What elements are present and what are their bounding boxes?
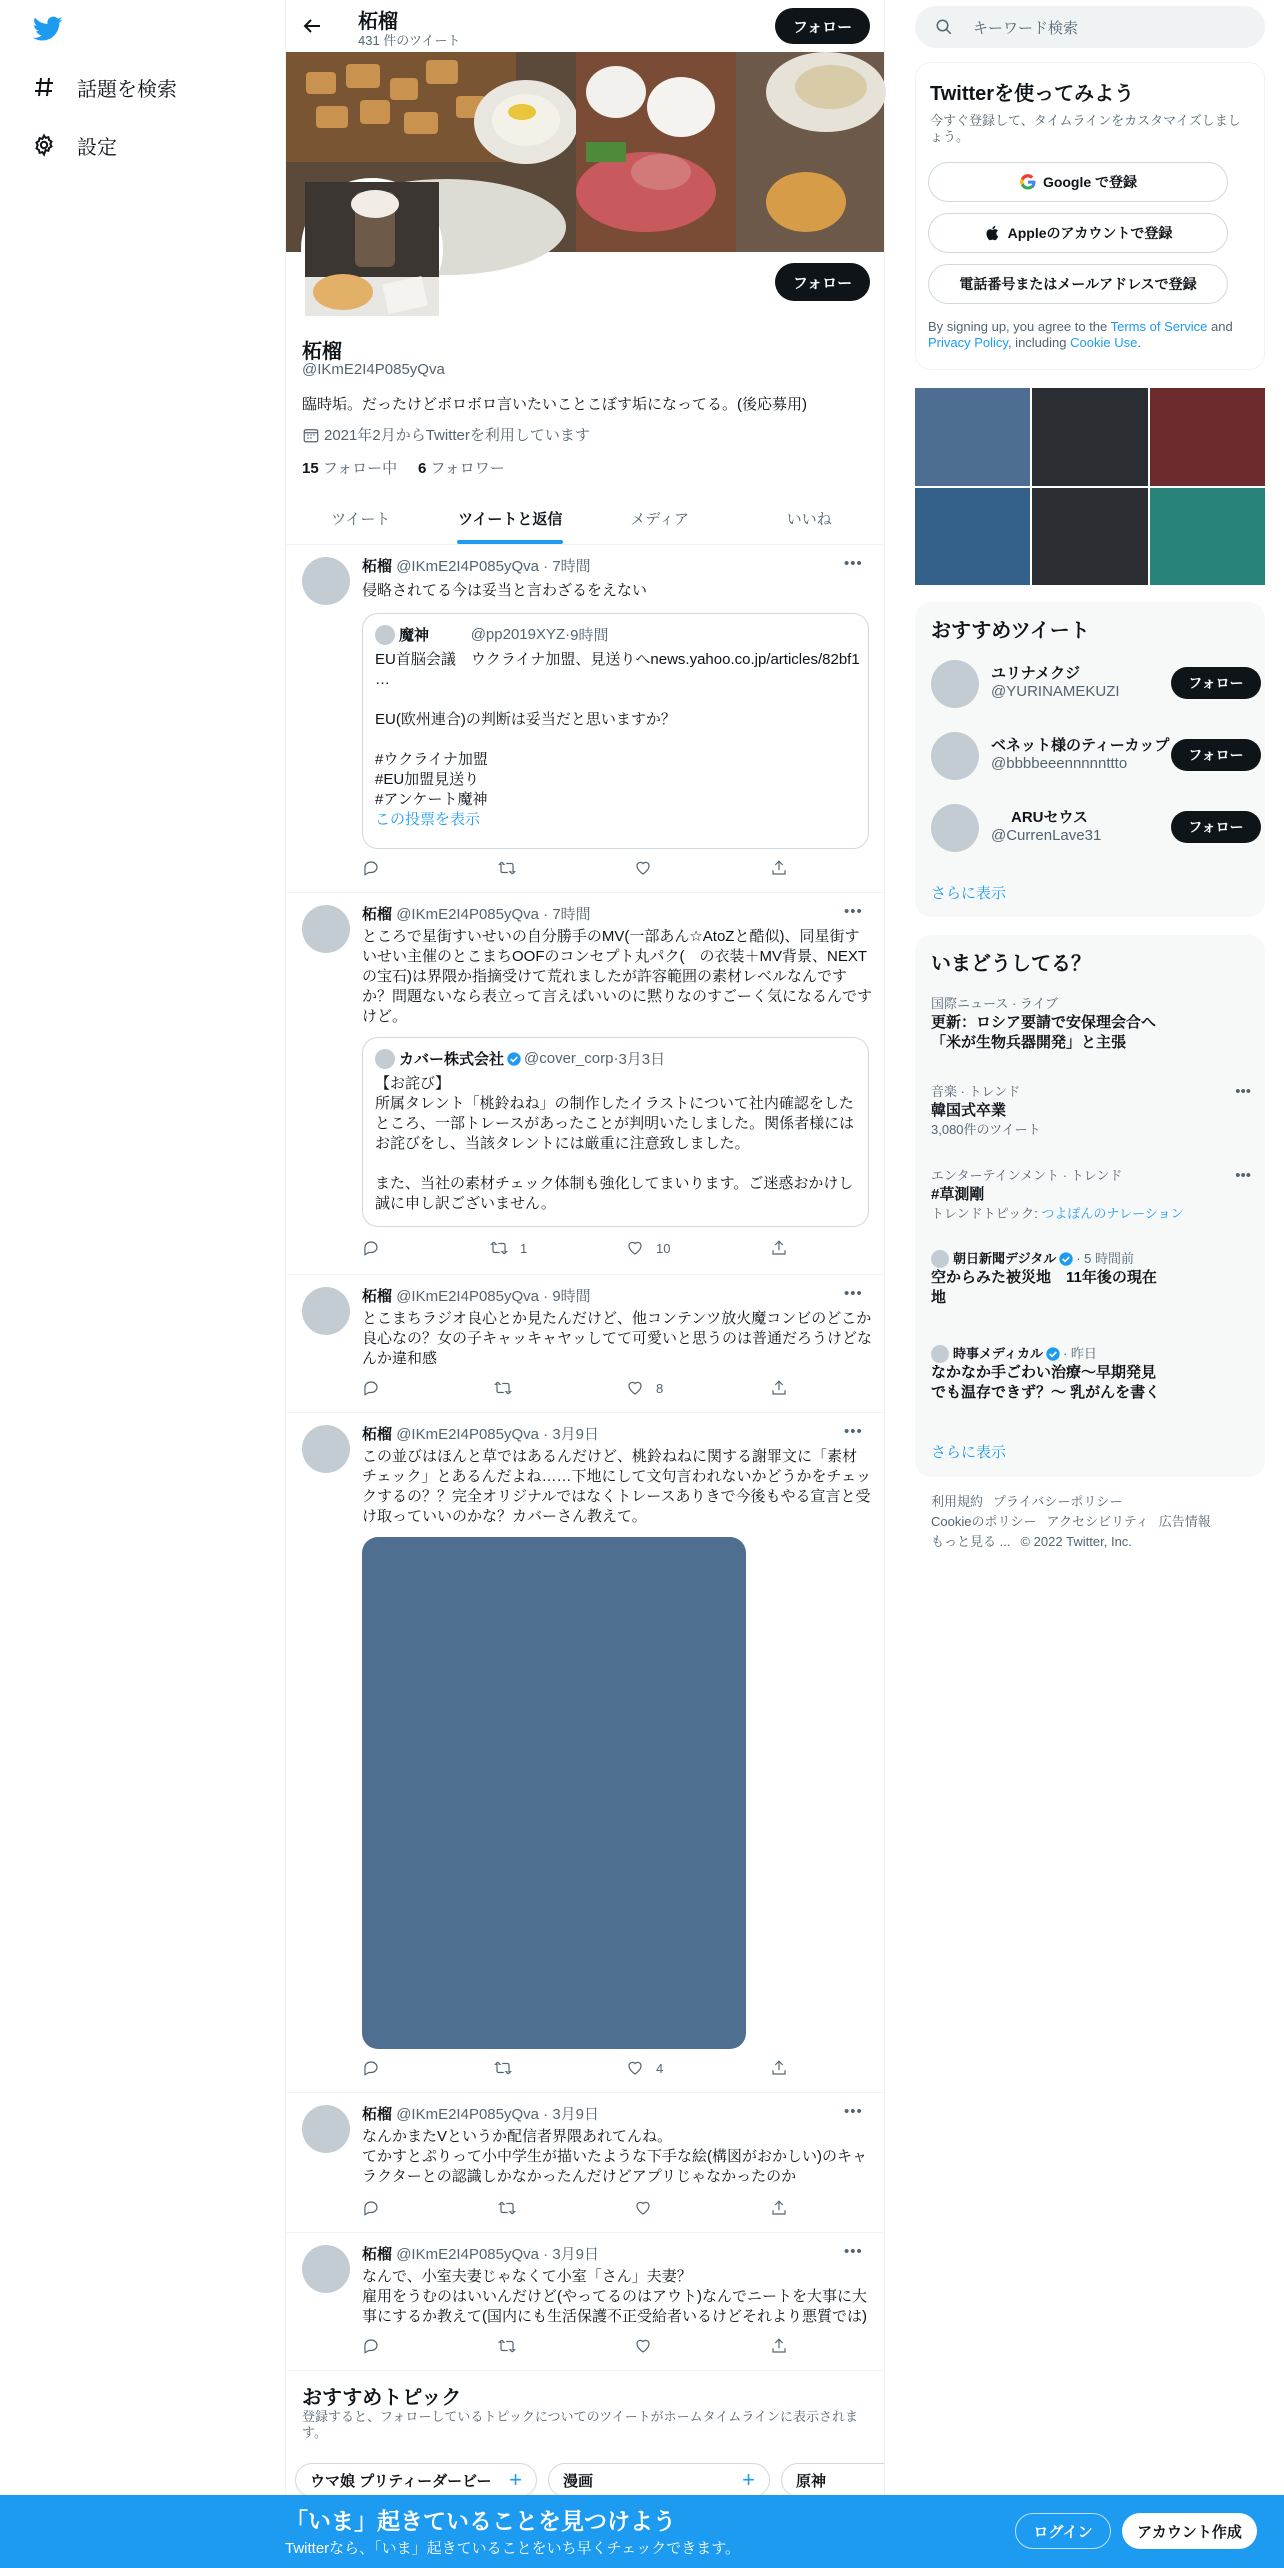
tweet-time[interactable]: 7時間 — [552, 906, 591, 923]
reply-button[interactable] — [362, 859, 392, 877]
terms-text: By signing up, you agree to the — [928, 319, 1111, 334]
tweet-author-handle: @IKmE2I4P085yQva — [396, 1426, 539, 1443]
reply-icon — [362, 859, 380, 877]
google-signup-button[interactable] — [928, 162, 1228, 202]
footer-link[interactable]: Cookieのポリシー — [931, 1514, 1037, 1529]
retweet-button[interactable] — [498, 859, 528, 877]
tweet-header: 柘榴 @IKmE2I4P085yQva · 3月9日 — [362, 1426, 600, 1443]
like-button[interactable] — [626, 2059, 663, 2077]
trends-card — [915, 935, 1265, 1477]
quoted-tweet-header: カバー株式会社 @cover_corp · 3月3日 — [375, 1048, 665, 1069]
news-time: · 昨日 — [1062, 1346, 1097, 1361]
verified-badge-icon — [1045, 1346, 1061, 1362]
trend-topic-label: トレンドトピック: — [931, 1206, 1042, 1221]
avatar[interactable] — [302, 2245, 350, 2293]
tweet-time[interactable]: 3月9日 — [552, 2246, 600, 2263]
like-button[interactable] — [634, 859, 664, 877]
topics-description: 登録すると、フォローしているトピックについてのツイートがホームタイムラインに表示されます。 — [302, 2409, 859, 2440]
like-count: 8 — [656, 1380, 664, 1396]
more-options-icon[interactable]: ••• — [844, 2243, 863, 2260]
avatar[interactable] — [302, 557, 350, 605]
quoted-author-name: 魔神 — [399, 627, 430, 644]
profile-joined-text: 2021年2月からTwitterを利用しています — [324, 427, 590, 444]
signup-title: Twitterを使ってみよう — [930, 83, 1135, 105]
share-icon — [770, 2059, 788, 2077]
followers-count: 6 — [417, 460, 427, 477]
avatar[interactable] — [931, 660, 979, 708]
tweet-text: なんかまたVというか配信者界隈あれてんね。 てかすとぷりって小中学生が描いたような下手な絵(構図がおかしい)のキャラクターとの認識しかなかったんだけどアプリじゃなかったのか — [362, 2128, 867, 2185]
trend-category: エンターテインメント · トレンド — [931, 1168, 1123, 1183]
avatar[interactable] — [302, 2105, 350, 2153]
tweet[interactable] — [286, 2093, 884, 2233]
avatar[interactable] — [931, 732, 979, 780]
media-thumbnail[interactable] — [915, 388, 1030, 486]
retweet-button[interactable] — [498, 2199, 528, 2217]
user-handle: @CurrenLave31 — [991, 827, 1102, 844]
tweet[interactable] — [286, 893, 884, 1275]
topic-chip[interactable] — [781, 2463, 884, 2497]
profile-follow-button[interactable]: フォロー — [775, 263, 870, 301]
profile-handle: @IKmE2I4P085yQva — [302, 361, 445, 378]
tweet-media-image[interactable] — [362, 1537, 746, 2049]
footer-more-link[interactable]: もっと見る ... — [931, 1534, 1011, 1549]
media-thumbnail[interactable] — [915, 488, 1030, 586]
tweet-author-handle: @IKmE2I4P085yQva — [396, 558, 539, 575]
trend-item[interactable] — [931, 995, 1251, 1053]
quoted-time: 9時間 — [570, 627, 609, 644]
tweet-actions — [362, 1239, 802, 1259]
footer-links — [931, 1492, 1261, 1552]
tweet-author-name[interactable]: 柘榴 — [362, 1426, 393, 1443]
like-count: 10 — [656, 1240, 671, 1256]
quoted-author-handle: @pp2019XYZ — [470, 626, 566, 643]
news-item[interactable] — [931, 1345, 1251, 1403]
like-button[interactable] — [634, 2199, 664, 2217]
apple-signup-label: Appleのアカウントで登録 — [1007, 225, 1173, 241]
tab-tweets-and-replies[interactable]: ツイートと返信 — [436, 492, 586, 544]
tweet-text: とこまちラジオ良心とか見たんだけど、他コンテンツ放火魔コンビのどこか良心なの？女の子キャッキャヤッしてて可愛いと思うのは普通だろうけどなんか違和感 — [362, 1310, 873, 1367]
nav-explore-label: 話題を検索 — [77, 78, 177, 101]
tweet-header: 柘榴 @IKmE2I4P085yQva · 7時間 — [362, 558, 591, 575]
followers-link[interactable] — [418, 460, 505, 477]
create-account-button[interactable]: アカウント作成 — [1122, 2513, 1257, 2549]
phone-email-signup-button[interactable]: 電話番号またはメールアドレスで登録 — [928, 264, 1228, 304]
google-icon — [1019, 173, 1037, 191]
media-thumbnail[interactable] — [1032, 488, 1147, 586]
reply-icon — [362, 1239, 380, 1257]
share-button[interactable] — [770, 2059, 800, 2077]
tweet-text: ところで星街すいせいの自分勝手のMV(一部あん☆AtoZと酷似)、同星街すいせい主催のとこまちOOFのコンセプト丸パク( の衣装＋MV背景、NEXT の宝石)は界隈か指摘受けて荒れましたが許容範囲の素材レベルなんですか？問題ないなら表立って言えばいいのに黙りなのすごーく気になるんですけど。 — [362, 928, 886, 1025]
retweet-icon — [498, 2337, 516, 2355]
trend-tweet-count: 3,080件のツイート — [931, 1122, 1041, 1137]
more-options-icon[interactable]: ••• — [844, 555, 863, 572]
quoted-tweet-header: 魔神 @pp2019XYZ · 9時間 — [375, 624, 609, 645]
tweet[interactable] — [286, 1275, 884, 1413]
plus-icon: + — [742, 2467, 755, 2492]
quoted-author-handle: @cover_corp — [524, 1050, 614, 1067]
tweet-time[interactable]: 9時間 — [552, 1288, 591, 1305]
verified-badge-icon — [1058, 1251, 1074, 1267]
retweet-icon — [490, 1239, 508, 1257]
left-nav — [0, 0, 285, 2568]
recommended-title: おすすめツイート — [931, 620, 1090, 642]
following-count: 15 — [302, 460, 319, 477]
quoted-tweet-text: 【お詫び】 所属タレント「桃鈴ねね」の制作したイラストについて社内確認をしたところ、一部トレースがあったことが判明いたしました。関係者様にはお詫びをし、当該タレントには厳重に注意致しました。 また、当社の素材チェック体制も強化してまいります。ご迷惑おかけし誠に申し訳ございません。 — [375, 1075, 855, 1212]
trend-item[interactable] — [931, 1167, 1251, 1223]
share-button[interactable] — [770, 1239, 800, 1257]
quoted-author-name: カバー株式会社 — [399, 1051, 505, 1068]
news-source — [931, 1345, 1251, 1363]
apple-signup-button[interactable] — [928, 213, 1228, 253]
quoted-tweet[interactable] — [362, 613, 869, 849]
trend-category: 国際ニュース · ライブ — [931, 996, 1059, 1011]
retweet-icon — [494, 1379, 512, 1397]
reply-icon — [362, 1379, 380, 1397]
retweet-icon — [494, 2059, 512, 2077]
tweet-author-name[interactable]: 柘榴 — [362, 2106, 393, 2123]
cookie-use-link[interactable]: Cookie Use — [1070, 335, 1138, 350]
share-button[interactable] — [770, 2199, 800, 2217]
tweet-time[interactable]: 3月9日 — [552, 1426, 600, 1443]
following-link[interactable] — [302, 460, 397, 477]
profile-bio: 臨時垢。だったけどボロボロ言いたいことこぼす垢になってる。(後応募用) — [302, 396, 807, 413]
retweet-button[interactable] — [498, 2337, 528, 2355]
hashtag-icon — [32, 75, 56, 99]
tweet-text: この並びはほんと草ではあるんだけど、桃鈴ねねに関する謝罪文に「素材チェック」とあるんだよね……下地にして文句言われないかどうかをチェックするの？？完全オリジナルではなくトレースありきで今後もやる宣言と受け取っていいのかな？カバーさん教えて。 — [362, 1448, 872, 1525]
prompt-title: 「いま」起きていることを見つけよう — [285, 2508, 676, 2534]
trend-item[interactable] — [931, 1083, 1251, 1139]
profile-name: 柘榴 — [302, 341, 342, 363]
recommended-user[interactable] — [931, 656, 1251, 712]
media-thumbnail[interactable] — [1150, 388, 1265, 486]
recommended-topics — [286, 2369, 884, 2499]
retweet-icon — [498, 859, 516, 877]
terms-text: . — [1137, 335, 1141, 350]
reply-button[interactable] — [362, 2337, 392, 2355]
media-thumbnail[interactable] — [1150, 488, 1265, 586]
tweet-author-name[interactable]: 柘榴 — [362, 558, 393, 575]
show-poll-link[interactable]: この投票を表示 — [375, 811, 481, 828]
more-options-icon[interactable]: ••• — [844, 903, 863, 920]
trend-topic — [931, 1205, 1251, 1223]
google-signup-label: Google で登録 — [1042, 174, 1138, 190]
trends-title: いまどうしてる？ — [931, 953, 1091, 975]
user-handle: @YURINAMEKUZI — [991, 683, 1120, 700]
follow-button[interactable]: フォロー — [1171, 739, 1261, 771]
signup-terms — [928, 319, 1253, 351]
show-more-link[interactable]: さらに表示 — [931, 1444, 1007, 1461]
signup-prompt-bar — [0, 2495, 1284, 2568]
tweet-header: 柘榴 @IKmE2I4P085yQva · 3月9日 — [362, 2246, 600, 2263]
user-handle: @bbbbeeennnnnttto — [991, 755, 1128, 772]
profile-avatar[interactable] — [301, 178, 443, 320]
tweet[interactable] — [286, 545, 884, 893]
more-options-icon[interactable]: ••• — [1235, 1083, 1251, 1100]
header-tweet-count: 431 件のツイート — [358, 33, 461, 48]
retweet-count: 1 — [520, 1240, 528, 1256]
tweet-header: 柘榴 @IKmE2I4P085yQva · 9時間 — [362, 1288, 591, 1305]
tweet-actions — [362, 1379, 802, 1399]
signup-subtitle: 今すぐ登録して、タイムラインをカスタマイズしましょう。 — [930, 113, 1241, 144]
tweet-text: 侵略されてる今は妥当と言わざるをえない — [362, 582, 648, 599]
like-button[interactable] — [634, 2337, 664, 2355]
tweet-header: 柘榴 @IKmE2I4P085yQva · 3月9日 — [362, 2106, 600, 2123]
avatar[interactable] — [931, 804, 979, 852]
reply-icon — [362, 2337, 380, 2355]
login-button[interactable]: ログイン — [1015, 2513, 1111, 2549]
tab-tweets[interactable]: ツイート — [331, 510, 391, 528]
share-icon — [770, 1239, 788, 1257]
tweet-actions — [362, 2337, 802, 2357]
like-button[interactable] — [626, 1379, 663, 1397]
topic-chip[interactable] — [548, 2463, 770, 2497]
recommended-accounts — [915, 602, 1265, 917]
reply-icon — [362, 2059, 380, 2077]
follow-button[interactable]: フォロー — [1171, 667, 1261, 699]
follow-button[interactable]: フォロー — [1171, 811, 1261, 843]
privacy-policy-link[interactable]: Privacy Policy — [928, 335, 1008, 350]
heart-icon — [634, 859, 652, 877]
header-follow-button[interactable]: フォロー — [775, 8, 870, 44]
reply-button[interactable] — [362, 2059, 392, 2077]
signup-card — [915, 62, 1265, 370]
retweet-button[interactable] — [494, 2059, 524, 2077]
tweet-actions — [362, 2199, 802, 2219]
tweet-author-handle: @IKmE2I4P085yQva — [396, 2106, 539, 2123]
tweet-time[interactable]: 3月9日 — [552, 2106, 600, 2123]
user-name: ベネット様のティーカップ — [991, 737, 1170, 754]
recommended-user[interactable] — [931, 728, 1251, 784]
terms-text: and — [1207, 319, 1233, 334]
trend-topic-link[interactable]: つよぽんのナレーション — [1041, 1206, 1184, 1221]
search-input[interactable] — [915, 6, 1265, 48]
news-source-name: 朝日新聞デジタル — [953, 1251, 1057, 1266]
avatar[interactable] — [302, 1425, 350, 1473]
topics-title: おすすめトピック — [302, 2387, 462, 2409]
trend-category: 音楽 · トレンド — [931, 1084, 1021, 1099]
show-more-link[interactable]: さらに表示 — [931, 885, 1007, 902]
profile-header-bar — [286, 0, 884, 52]
back-arrow-icon[interactable] — [300, 14, 324, 38]
more-options-icon[interactable]: ••• — [844, 1285, 863, 1302]
right-sidebar — [915, 0, 1265, 2568]
tweet-header: 柘榴 @IKmE2I4P085yQva · 7時間 — [362, 906, 591, 923]
media-thumbnail[interactable] — [1032, 388, 1147, 486]
footer-link[interactable]: 利用規約 — [931, 1494, 984, 1509]
nav-explore[interactable] — [32, 65, 177, 109]
tweet-author-handle: @IKmE2I4P085yQva — [396, 1288, 539, 1305]
more-options-icon[interactable]: ••• — [844, 1423, 863, 1440]
avatar — [931, 1250, 949, 1268]
topic-chip-label: ウマ娘 プリティーダービー — [310, 2472, 492, 2490]
avatar[interactable] — [302, 905, 350, 953]
quoted-time: 3月3日 — [618, 1051, 666, 1068]
heart-icon — [626, 1379, 644, 1397]
recommended-user[interactable] — [931, 800, 1251, 856]
search-placeholder: キーワード検索 — [973, 19, 1079, 37]
share-icon — [770, 2337, 788, 2355]
footer-link[interactable]: プライバシーポリシー — [993, 1494, 1123, 1509]
share-icon — [770, 859, 788, 877]
apple-icon — [984, 224, 1002, 242]
quoted-tweet[interactable] — [362, 1037, 869, 1227]
search-icon — [935, 18, 953, 36]
followers-label: フォロワー — [426, 460, 505, 477]
plus-icon: + — [509, 2467, 522, 2492]
heart-icon — [626, 1239, 644, 1257]
nav-settings-label: 設定 — [77, 136, 117, 159]
calendar-icon — [302, 426, 320, 444]
trend-title: 更新：ロシア要請で安保理会合へ 「米が生物兵器開発」と主張 — [931, 1014, 1157, 1051]
profile-tabs — [286, 492, 884, 545]
user-name: ユリナメクジ — [991, 665, 1081, 682]
profile-media-grid — [915, 388, 1265, 585]
share-icon — [770, 2199, 788, 2217]
more-options-icon[interactable]: ••• — [1235, 1167, 1251, 1184]
heart-icon — [634, 2199, 652, 2217]
tab-media[interactable]: メディア — [630, 510, 690, 528]
more-options-icon[interactable]: ••• — [844, 2103, 863, 2120]
heart-icon — [634, 2337, 652, 2355]
footer-link[interactable]: 広告情報 — [1158, 1514, 1211, 1529]
retweet-button[interactable] — [494, 1379, 524, 1397]
main-column — [285, 0, 885, 2568]
tweet-actions — [362, 2059, 802, 2079]
news-title: 空からみた被災地 11年後の現在 地 — [931, 1269, 1157, 1306]
quoted-tweet-text: EU首脳会議 ウクライナ加盟、見送りへnews.yahoo.co.jp/articles/82bf1 … EU(欧州連合)の判断は妥当だと思いますか？ #ウクライナ加盟 #EU加盟見送り #アンケート魔神 — [375, 651, 860, 808]
reply-button[interactable] — [362, 1239, 392, 1257]
gear-icon — [32, 133, 56, 157]
share-icon — [770, 1379, 788, 1397]
topic-chip-label: 原神 — [796, 2472, 827, 2490]
tweet-text: なんで、小室夫妻じゃなくて小室「さん」夫妻？ 雇用をうむのはいいんだけど(やってるのはアウト)なんでニートを大事に大事にするか教えて(国内にも生活保護不正受給者いるけどそれより悪質では) — [362, 2268, 867, 2325]
verified-badge-icon — [506, 1051, 522, 1067]
reply-button[interactable] — [362, 2199, 392, 2217]
news-item[interactable] — [931, 1250, 1251, 1308]
avatar — [931, 1345, 949, 1363]
tweet-author-name[interactable]: 柘榴 — [362, 1288, 393, 1305]
prompt-subtitle: Twitterなら、「いま」起きていることをいち早くチェックできます。 — [285, 2540, 741, 2557]
topic-chip[interactable] — [295, 2463, 537, 2497]
following-label: フォロー中 — [318, 460, 398, 477]
trend-title: #草測剛 — [931, 1186, 985, 1203]
tab-likes[interactable]: いいね — [786, 510, 832, 528]
reply-icon — [362, 2199, 380, 2217]
header-name: 柘榴 — [358, 11, 398, 33]
avatar[interactable] — [302, 1287, 350, 1335]
share-button[interactable] — [770, 859, 800, 877]
user-name: ARUセウス — [1011, 809, 1089, 826]
tweet-author-handle: @IKmE2I4P085yQva — [396, 906, 539, 923]
tweet-time[interactable]: 7時間 — [552, 558, 591, 575]
trend-title: 韓国式卒業 — [931, 1102, 1007, 1119]
news-source — [931, 1250, 1251, 1268]
tweet[interactable] — [286, 2233, 884, 2371]
tweet-author-name[interactable]: 柘榴 — [362, 906, 393, 923]
like-button[interactable] — [626, 1239, 670, 1257]
like-count: 4 — [656, 2060, 664, 2076]
share-button[interactable] — [770, 1379, 800, 1397]
news-source-name: 時事メディカル — [953, 1346, 1043, 1361]
share-button[interactable] — [770, 2337, 800, 2355]
news-time: · 5 時間前 — [1076, 1251, 1135, 1266]
retweet-icon — [498, 2199, 516, 2217]
tweet-actions — [362, 859, 802, 879]
tweet-author-name[interactable]: 柘榴 — [362, 2246, 393, 2263]
profile-joined — [302, 424, 590, 445]
twitter-logo-icon[interactable] — [33, 16, 63, 42]
avatar — [375, 1049, 395, 1069]
reply-button[interactable] — [362, 1379, 392, 1397]
terms-text: , including — [1007, 335, 1071, 350]
heart-icon — [626, 2059, 644, 2077]
retweet-button[interactable] — [490, 1239, 527, 1257]
news-title: なかなか手ごわい治療～早期発見 でも温存できず？～ 乳がんを書く — [931, 1364, 1161, 1401]
tweet-author-handle: @IKmE2I4P085yQva — [396, 2246, 539, 2263]
avatar — [375, 625, 395, 645]
topic-chip-label: 漫画 — [563, 2472, 594, 2490]
profile-stats — [302, 457, 505, 478]
nav-settings[interactable] — [32, 123, 117, 167]
footer-link[interactable]: アクセシビリティ — [1046, 1514, 1149, 1529]
copyright: © 2022 Twitter, Inc. — [1020, 1534, 1132, 1549]
terms-of-service-link[interactable]: Terms of Service — [1110, 319, 1208, 334]
